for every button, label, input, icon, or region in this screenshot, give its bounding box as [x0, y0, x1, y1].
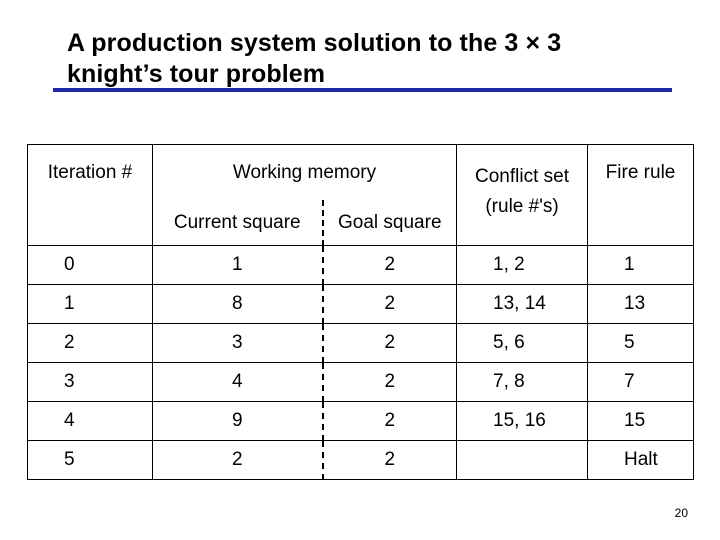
table-row	[28, 441, 694, 480]
header-fire-rule: Fire rule	[605, 162, 676, 183]
cell-iteration: 1	[28, 285, 153, 324]
cell-fire-rule: 15	[588, 402, 694, 441]
cell-conflict-set: 1, 2	[457, 246, 588, 285]
header-goal-square: Goal square	[323, 200, 457, 246]
table-row	[28, 363, 694, 402]
slide-title-line-2: knight’s tour problem	[67, 60, 326, 88]
header-working-memory-cell	[153, 145, 457, 201]
header-working-memory: Working memory	[232, 162, 377, 183]
cell-conflict-set: 5, 6	[457, 324, 588, 363]
knights-tour-table	[27, 144, 694, 480]
cell-fire-rule: 5	[588, 324, 694, 363]
header-conflict-set-line-2: (rule #'s)	[485, 196, 559, 217]
cell-conflict-set: 15, 16	[457, 402, 588, 441]
header-conflict-set-cell	[457, 145, 588, 246]
page-number: 20	[674, 506, 688, 520]
table-row	[28, 285, 694, 324]
table-header-row	[28, 145, 694, 201]
cell-iteration: 5	[28, 441, 153, 480]
cell-iteration: 3	[28, 363, 153, 402]
table-row	[28, 324, 694, 363]
cell-fire-rule: 13	[588, 285, 694, 324]
cell-current-square: 9	[153, 402, 323, 441]
cell-goal-square: 2	[323, 441, 457, 480]
title-underline	[53, 88, 672, 92]
cell-iteration: 4	[28, 402, 153, 441]
header-conflict-set-line-1: Conflict set	[475, 166, 569, 187]
cell-current-square: 3	[153, 324, 323, 363]
cell-current-square: 4	[153, 363, 323, 402]
header-iteration-cell	[28, 145, 153, 201]
slide-title	[67, 28, 561, 90]
cell-goal-square: 2	[323, 285, 457, 324]
header-iteration-spacer	[28, 200, 153, 246]
table-row	[28, 246, 694, 285]
cell-current-square: 8	[153, 285, 323, 324]
cell-fire-rule: Halt	[588, 441, 694, 480]
slide-title-line-1: A production system solution to the 3 × 3	[67, 29, 562, 57]
cell-fire-rule: 1	[588, 246, 694, 285]
cell-iteration: 2	[28, 324, 153, 363]
cell-current-square: 2	[153, 441, 323, 480]
cell-goal-square: 2	[323, 363, 457, 402]
table-row	[28, 402, 694, 441]
header-iteration: Iteration #	[47, 162, 133, 183]
header-fire-rule-cell	[588, 145, 694, 246]
cell-conflict-set: 13, 14	[457, 285, 588, 324]
header-conflict-set	[457, 145, 587, 222]
cell-conflict-set: 7, 8	[457, 363, 588, 402]
cell-goal-square: 2	[323, 246, 457, 285]
header-current-square: Current square	[153, 200, 323, 246]
cell-goal-square: 2	[323, 324, 457, 363]
cell-goal-square: 2	[323, 402, 457, 441]
cell-iteration: 0	[28, 246, 153, 285]
cell-conflict-set	[457, 441, 588, 480]
cell-fire-rule: 7	[588, 363, 694, 402]
cell-current-square: 1	[153, 246, 323, 285]
